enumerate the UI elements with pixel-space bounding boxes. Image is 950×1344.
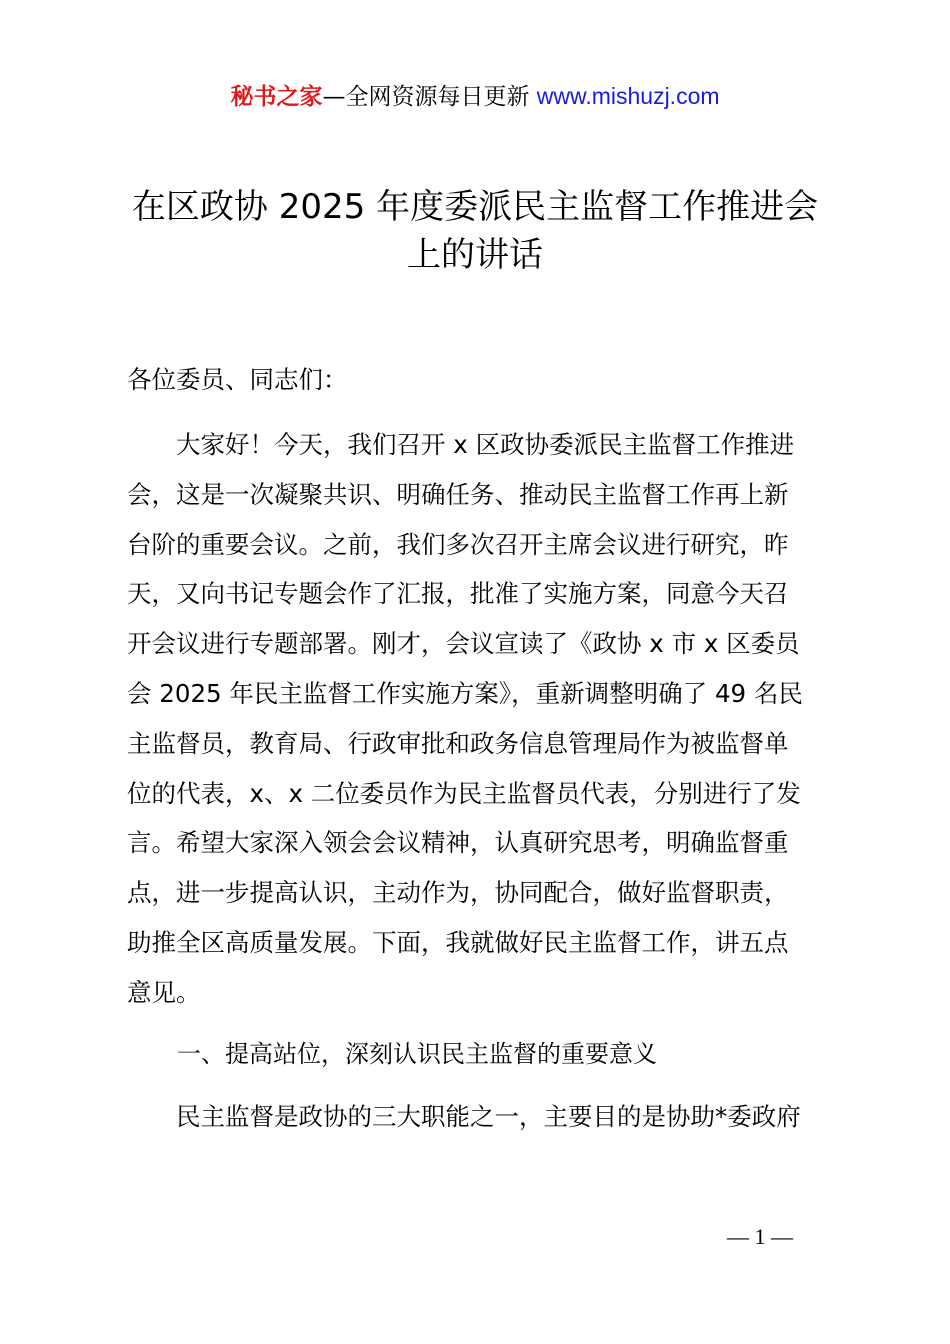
paragraph-line: 开会议进行专题部署。刚才，会议宣读了《政协 x 市 x 区委员	[127, 629, 800, 659]
paragraph-opening	[127, 420, 833, 1018]
site-url-link[interactable]: www.mishuzj.com	[536, 83, 720, 109]
paragraph-line: 台阶的重要会议。之前，我们多次召开主席会议进行研究，昨	[127, 529, 789, 559]
paragraph-line: 会 2025 年民主监督工作实施方案》，重新调整明确了 49 名民	[127, 678, 803, 708]
site-brand: 秘书之家	[230, 84, 323, 110]
site-tagline: —全网资源每日更新	[322, 84, 537, 110]
document-title-line-1: 在区政协 2025 年度委派民主监督工作推进会	[131, 187, 819, 227]
page-number: — 1 —	[727, 1224, 793, 1249]
paragraph-line: 点，进一步提高认识，主动作为，协同配合，做好监督职责，	[127, 878, 789, 908]
paragraph-line: 天，又向书记专题会作了汇报，批准了实施方案，同意今天召	[127, 579, 789, 609]
document-title	[100, 183, 850, 279]
document-title-line-2: 上的讲话	[407, 235, 543, 275]
paragraph-line: 意见。	[127, 977, 201, 1007]
paragraph-line: 会，这是一次凝聚共识、明确任务、推动民主监督工作再上新	[127, 479, 789, 509]
paragraph-line: 助推全区高质量发展。下面，我就做好民主监督工作，讲五点	[127, 927, 789, 957]
paragraph-line: 位的代表，x、x 二位委员作为民主监督员代表，分别进行了发	[127, 778, 801, 808]
paragraph-line: 大家好！今天，我们召开 x 区政协委派民主监督工作推进	[127, 430, 795, 459]
site-header	[0, 80, 950, 113]
salutation: 各位委员、同志们：	[127, 365, 348, 394]
paragraph-line: 主监督员，教育局、行政审批和政务信息管理局作为被监督单	[127, 728, 789, 758]
paragraph-line: 言。希望大家深入领会会议精神，认真研究思考，明确监督重	[127, 828, 789, 858]
paragraph-section-1: 民主监督是政协的三大职能之一，主要目的是协助*委政府	[127, 1102, 801, 1131]
section-heading-1: 一、提高站位，深刻认识民主监督的重要意义	[177, 1040, 657, 1068]
